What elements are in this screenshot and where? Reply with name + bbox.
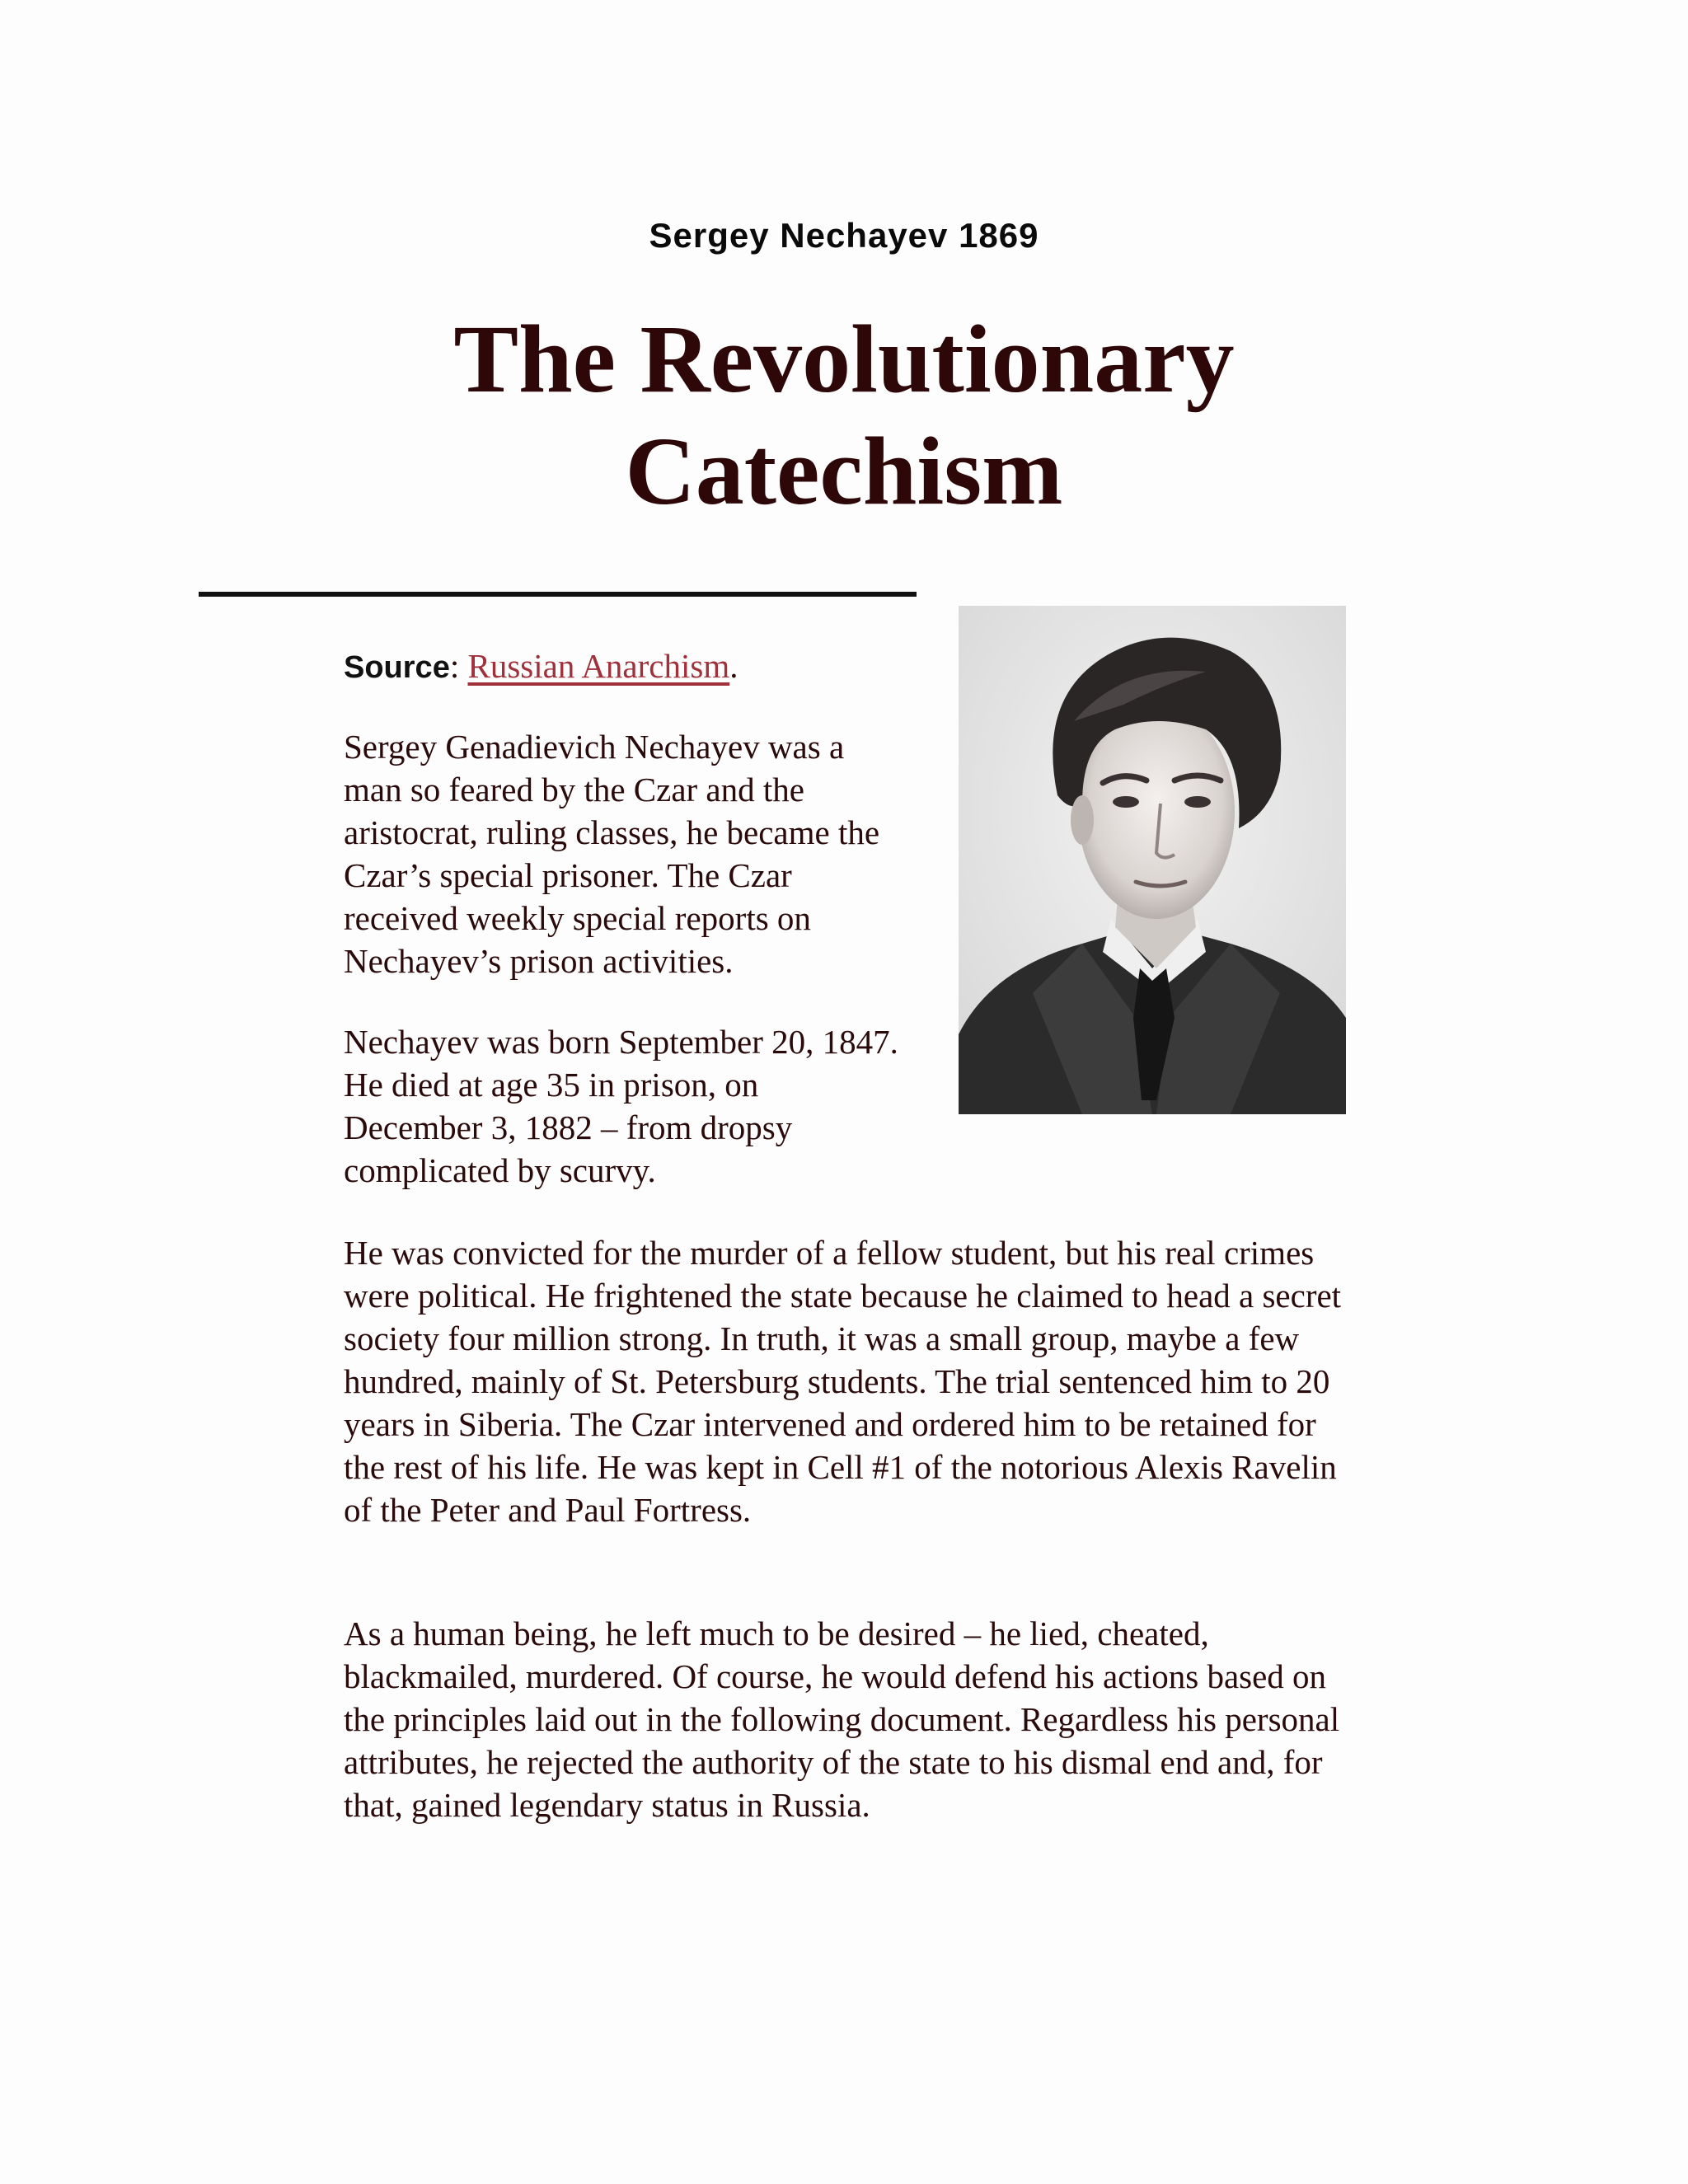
source-trailing: .	[729, 647, 738, 685]
source-link[interactable]: Russian Anarchism	[467, 647, 730, 685]
source-label: Source	[344, 650, 450, 685]
document-title-line-1: The Revolutionary	[453, 305, 1235, 413]
birth-death-paragraph: Nechayev was born September 20, 1847. He died at age 35 in prison, on December 3, 1882 – from dropsy complicated by scurvy.	[344, 1023, 898, 1189]
document-title-line-2: Catechism	[625, 417, 1063, 525]
source-line	[344, 644, 738, 689]
author-year-heading: Sergey Nechayev 1869	[649, 216, 1039, 255]
document-title	[0, 303, 1688, 527]
portrait-photo	[959, 606, 1346, 1114]
horizontal-divider	[199, 592, 917, 597]
intro-paragraph: Sergey Genadievich Nechayev was a man so feared by the Czar and the aristocrat, ruling classes, he became the Czar’s special prisoner. The Czar received weekly special reports on Nechayev’s prison activities.	[344, 728, 880, 980]
source-separator: :	[449, 647, 468, 685]
conviction-paragraph: He was convicted for the murder of a fellow student, but his real crimes were political. He frightened the state because he claimed to head a secret society four million strong. In truth, it was a small group, maybe a few hundred, mainly of St. Petersburg students. The trial sentenced him to 20 years in Siberia. The Czar intervened and ordered him to be retained for the rest of his life. He was kept in Cell #1 of the notorious Alexis Ravelin of the Peter and Paul Fortress.	[344, 1234, 1342, 1529]
character-paragraph: As a human being, he left much to be desired – he lied, cheated, blackmailed, murdered. Of course, he would defend his actions based on the principles laid out in the following document. Regardless his personal attributes, he rejected the authority of the state to his dismal end and, for that, gained legendary status in Russia.	[344, 1615, 1340, 1824]
